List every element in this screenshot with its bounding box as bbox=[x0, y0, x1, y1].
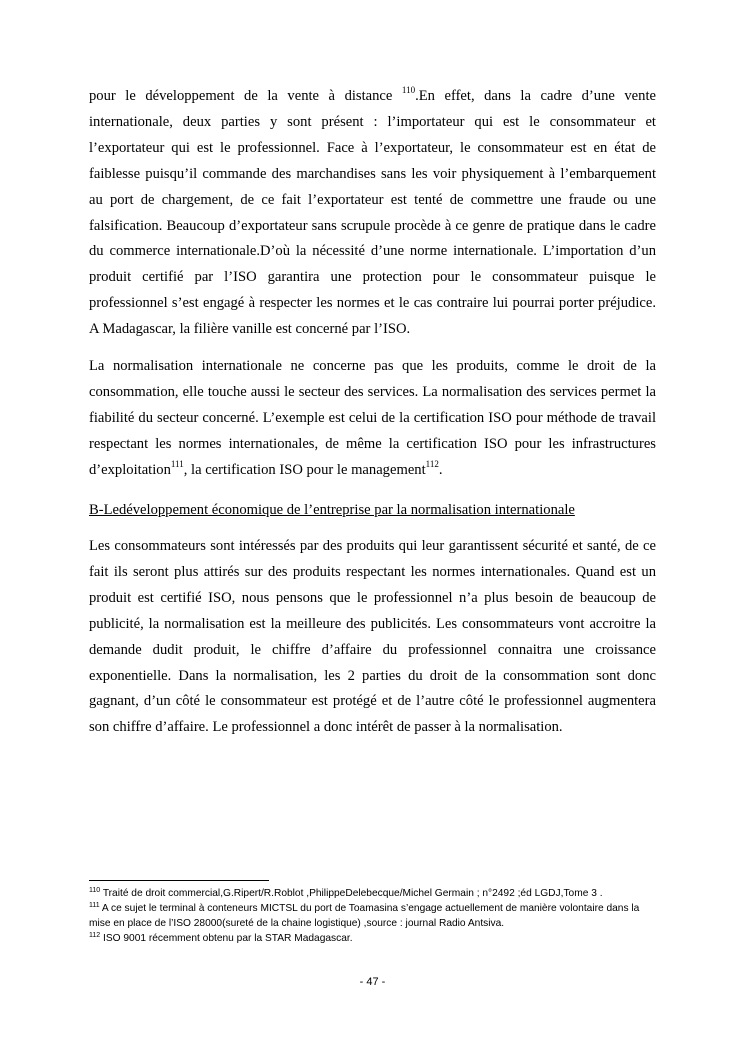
paragraph-2 bbox=[89, 354, 656, 484]
paragraph-1-text-end: .En effet, dans la cadre d’une vente internationale, deux parties y sont présent : l’importateur qui est le consommateur et l’exportateur qui est le professionnel. Face à l’exportateur, le consommateur est en état de faiblesse puisqu’il commande des marchandises sans les voir physiquement à l’embarquement au port de chargement, de ce fait l’exportateur est tenté de commettre une fraude ou une falsification. Beaucoup d’exportateur sans scrupule procède à ce genre de pratique dans le cadre du commerce internationale.D’où la nécessité d’une norme internationale. L’importation d’un produit certifié par l’ISO garantira une protection pour le consommateur puisque le professionnel s’est engagé à respecter les normes et le cas contraire lui pourrai porter préjudice. A Madagascar, la filière vanille est concerné par l’ISO. bbox=[89, 88, 656, 338]
page-number: - 47 - bbox=[359, 976, 386, 988]
paragraph-3-text: Les consommateurs sont intéressés par des produits qui leur garantissent sécurité et santé, de ce fait ils seront plus attirés sur des produits respectant les normes internationales. Quand est un produit est certifié ISO, nous pensons que le professionnel n’a plus besoin de beaucoup de publicité, la normalisation est la meilleure des publicités. Les consommateurs vont accroitre la demande dudit produit, le chiffre d’affaire du professionnel connaitra une croissance exponentielle. Dans la normalisation, les 2 parties du droit de la consommation sont donc gagnant, d’un côté le consommateur est protégé et de l’autre côté le professionnel augmentera son chiffre d’affaire. Le professionnel a donc intérêt de passer à la normalisation. bbox=[89, 538, 656, 736]
paragraph-2-text-end: . bbox=[438, 461, 443, 478]
paragraph-3 bbox=[89, 534, 656, 741]
footnote-111 bbox=[89, 901, 656, 931]
footnote-number: 110 bbox=[89, 886, 101, 894]
footnote-number: 111 bbox=[89, 901, 100, 909]
section-heading bbox=[89, 498, 656, 524]
footnote-110 bbox=[89, 886, 656, 901]
footnote-separator bbox=[89, 880, 269, 881]
section-heading-text: B-Ledéveloppement économique de l’entreprise par la normalisation internationale bbox=[89, 502, 575, 518]
footnote-ref-112: 112 bbox=[425, 458, 439, 469]
footnote-112 bbox=[89, 931, 656, 946]
footnote-number: 112 bbox=[89, 931, 101, 939]
paragraph-1 bbox=[89, 84, 656, 343]
footnote-text: A ce sujet le terminal à conteneurs MICTSL du port de Toamasina s’engage actuellement de manière volontaire dans la mise en place de l’ISO 28000(sureté de la chaine logistique) ,source : journal Radio Antsiva. bbox=[89, 903, 640, 929]
footnotes bbox=[89, 886, 656, 946]
paragraph-2-text-middle: , la certification ISO pour le management bbox=[183, 461, 426, 478]
footnote-text: ISO 9001 récemment obtenu par la STAR Madagascar. bbox=[100, 933, 353, 944]
footnote-text: Traité de droit commercial,G.Ripert/R.Roblot ,PhilippeDelebecque/Michel Germain ; n°2492 ;éd LGDJ,Tome 3 . bbox=[100, 888, 603, 899]
paragraph-2-text-start: La normalisation internationale ne concerne pas que les produits, comme le droit de la consommation, elle touche aussi le secteur des services. La normalisation des services permet la fiabilité du secteur concerné. L’exemple est celui de la certification ISO pour méthode de travail respectant les normes internationales, de même la certification ISO pour les infrastructures d’exploitation bbox=[89, 358, 656, 478]
footnote-ref-110: 110 bbox=[401, 85, 416, 96]
paragraph-1-text-start: pour le développement de la vente à distance bbox=[89, 88, 402, 104]
footnote-ref-111: 111 bbox=[170, 458, 184, 469]
